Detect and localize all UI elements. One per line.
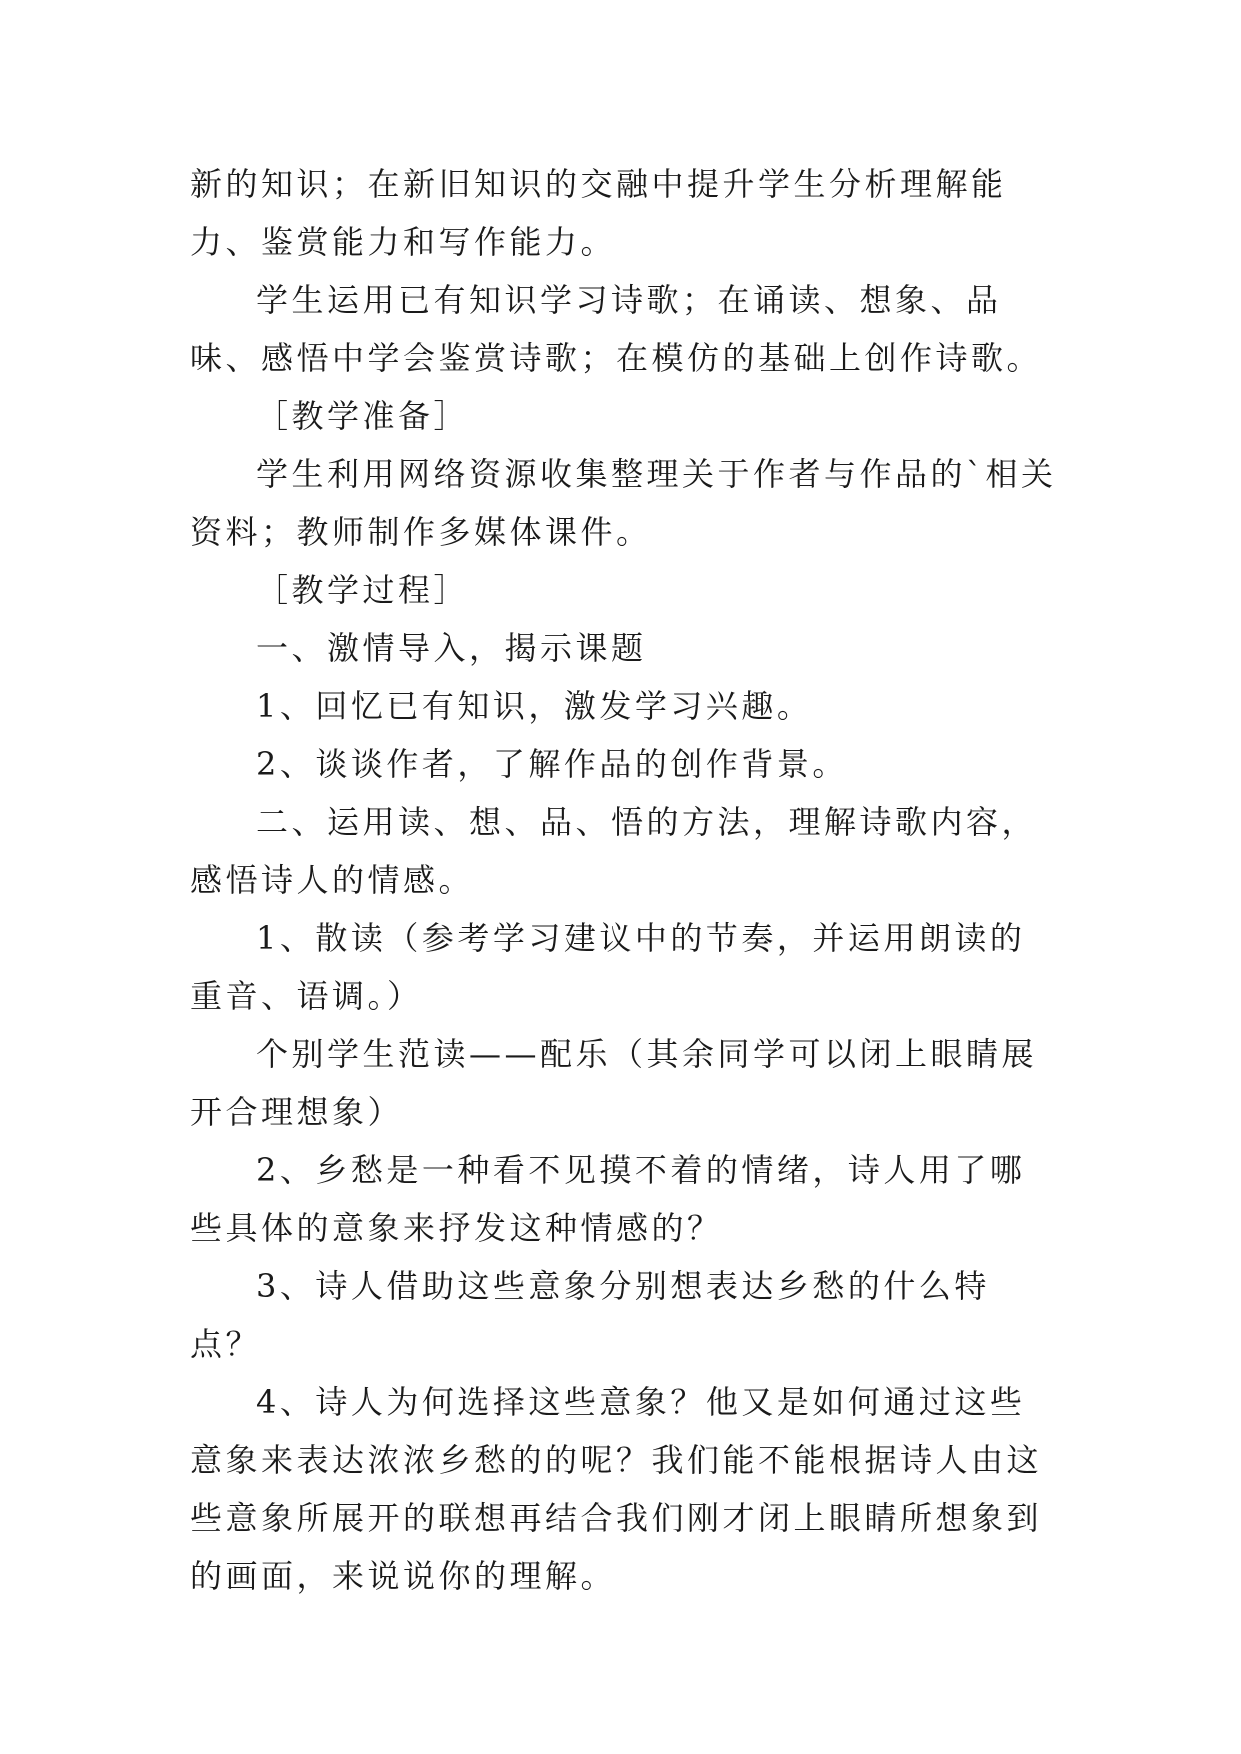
- paragraph-4: 个别学生范读——配乐（其余同学可以闭上眼睛展开合理想象）: [190, 1035, 1038, 1131]
- step-heading-2: 二、运用读、想、品、悟的方法，理解诗歌内容，感悟诗人的情感。: [190, 803, 1038, 899]
- paragraph-1: 新的知识；在新旧知识的交融中提升学生分析理解能力、鉴赏能力和写作能力。: [190, 165, 1007, 261]
- document-body: [190, 155, 1060, 1605]
- list-item: 1、回忆已有知识，激发学习兴趣。: [256, 687, 813, 725]
- section-heading-preparation: ［教学准备］: [256, 397, 470, 435]
- list-item: 4、诗人为何选择这些意象？他又是如何通过这些意象来表达浓浓乡愁的的呢？我们能不能根据诗人由这些意象所展开的联想再结合我们刚才闭上眼睛所想象到的画面，来说说你的理解。: [190, 1383, 1043, 1595]
- step-heading-1: 一、激情导入，揭示课题: [256, 629, 647, 667]
- list-item: 2、谈谈作者，了解作品的创作背景。: [256, 745, 848, 783]
- list-item: 2、乡愁是一种看不见摸不着的情绪，诗人用了哪些具体的意象来抒发这种情感的？: [190, 1151, 1026, 1247]
- list-item: 3、诗人借助这些意象分别想表达乡愁的什么特点？: [190, 1267, 990, 1363]
- paragraph-3: 学生利用网络资源收集整理关于作者与作品的`相关资料；教师制作多媒体课件。: [190, 455, 1057, 551]
- section-heading-process: ［教学过程］: [256, 571, 470, 609]
- paragraph-2: 学生运用已有知识学习诗歌；在诵读、想象、品味、感悟中学会鉴赏诗歌；在模仿的基础上创作诗歌。: [190, 281, 1043, 377]
- list-item: 1、散读（参考学习建议中的节奏，并运用朗读的重音、语调。）: [190, 919, 1026, 1015]
